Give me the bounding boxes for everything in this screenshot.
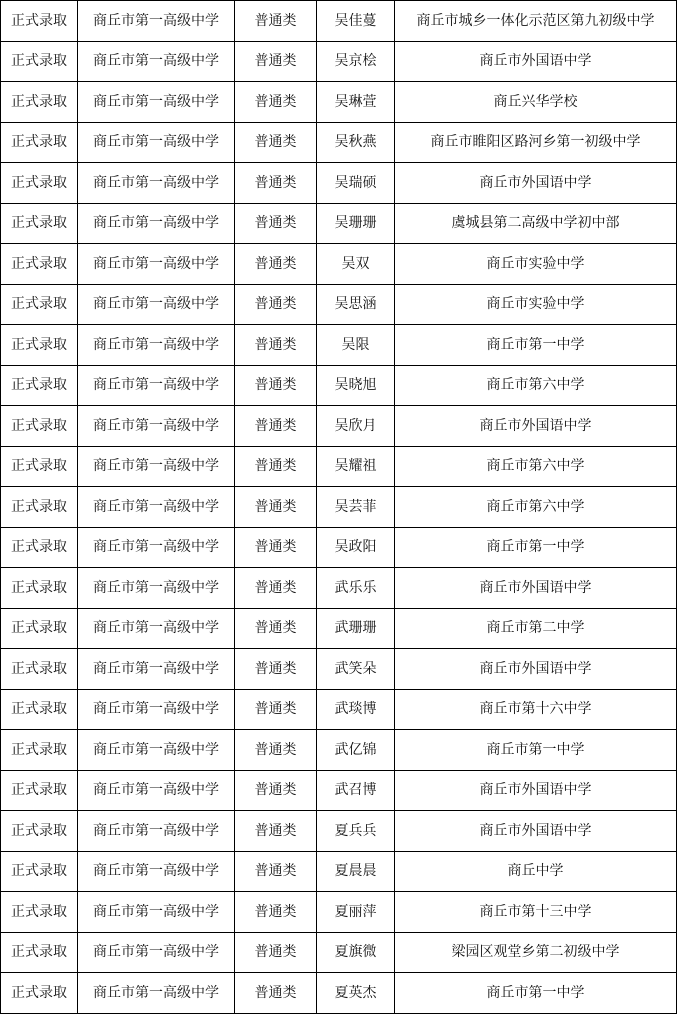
admitting-school-cell: 商丘市第一高级中学 (78, 932, 235, 973)
student-name-cell: 夏旗微 (317, 932, 395, 973)
student-name-cell: 武召博 (317, 770, 395, 811)
admitting-school-cell: 商丘市第一高级中学 (78, 163, 235, 204)
table-row (1, 163, 677, 204)
status-cell: 正式录取 (1, 811, 78, 852)
category-cell: 普通类 (235, 689, 317, 730)
origin-school-cell: 商丘市实验中学 (395, 284, 677, 325)
category-cell: 普通类 (235, 770, 317, 811)
status-cell: 正式录取 (1, 973, 78, 1014)
table-row (1, 325, 677, 366)
student-name-cell: 吴双 (317, 244, 395, 285)
student-name-cell: 吴佳蔓 (317, 1, 395, 42)
origin-school-cell: 商丘市第六中学 (395, 446, 677, 487)
status-cell: 正式录取 (1, 487, 78, 528)
status-cell: 正式录取 (1, 568, 78, 609)
status-cell: 正式录取 (1, 163, 78, 204)
table-row (1, 851, 677, 892)
status-cell: 正式录取 (1, 851, 78, 892)
category-cell: 普通类 (235, 608, 317, 649)
admitting-school-cell: 商丘市第一高级中学 (78, 325, 235, 366)
status-cell: 正式录取 (1, 203, 78, 244)
category-cell: 普通类 (235, 406, 317, 447)
admitting-school-cell: 商丘市第一高级中学 (78, 689, 235, 730)
origin-school-cell: 商丘市第一中学 (395, 325, 677, 366)
category-cell: 普通类 (235, 244, 317, 285)
student-name-cell: 武亿锦 (317, 730, 395, 771)
status-cell: 正式录取 (1, 730, 78, 771)
admitting-school-cell: 商丘市第一高级中学 (78, 365, 235, 406)
table-row (1, 446, 677, 487)
admitting-school-cell: 商丘市第一高级中学 (78, 406, 235, 447)
category-cell: 普通类 (235, 446, 317, 487)
admitting-school-cell: 商丘市第一高级中学 (78, 608, 235, 649)
student-name-cell: 吴珊珊 (317, 203, 395, 244)
status-cell: 正式录取 (1, 770, 78, 811)
admitting-school-cell: 商丘市第一高级中学 (78, 284, 235, 325)
category-cell: 普通类 (235, 730, 317, 771)
category-cell: 普通类 (235, 487, 317, 528)
status-cell: 正式录取 (1, 82, 78, 123)
student-name-cell: 吴欣月 (317, 406, 395, 447)
status-cell: 正式录取 (1, 244, 78, 285)
origin-school-cell: 商丘市第十六中学 (395, 689, 677, 730)
student-name-cell: 夏兵兵 (317, 811, 395, 852)
origin-school-cell: 商丘市外国语中学 (395, 41, 677, 82)
category-cell: 普通类 (235, 82, 317, 123)
admitting-school-cell: 商丘市第一高级中学 (78, 770, 235, 811)
category-cell: 普通类 (235, 892, 317, 933)
origin-school-cell: 商丘市城乡一体化示范区第九初级中学 (395, 1, 677, 42)
admitting-school-cell: 商丘市第一高级中学 (78, 527, 235, 568)
table-row (1, 406, 677, 447)
student-name-cell: 吴琳萱 (317, 82, 395, 123)
status-cell: 正式录取 (1, 284, 78, 325)
admitting-school-cell: 商丘市第一高级中学 (78, 487, 235, 528)
origin-school-cell: 商丘市外国语中学 (395, 568, 677, 609)
student-name-cell: 武珊珊 (317, 608, 395, 649)
admitting-school-cell: 商丘市第一高级中学 (78, 203, 235, 244)
admitting-school-cell: 商丘市第一高级中学 (78, 730, 235, 771)
table-row (1, 527, 677, 568)
category-cell: 普通类 (235, 365, 317, 406)
origin-school-cell: 商丘市外国语中学 (395, 770, 677, 811)
admitting-school-cell: 商丘市第一高级中学 (78, 82, 235, 123)
table-row (1, 82, 677, 123)
table-row (1, 203, 677, 244)
status-cell: 正式录取 (1, 892, 78, 933)
origin-school-cell: 商丘市第六中学 (395, 365, 677, 406)
origin-school-cell: 商丘市实验中学 (395, 244, 677, 285)
table-row (1, 770, 677, 811)
admitting-school-cell: 商丘市第一高级中学 (78, 1, 235, 42)
category-cell: 普通类 (235, 568, 317, 609)
table-row (1, 487, 677, 528)
student-name-cell: 吴耀祖 (317, 446, 395, 487)
category-cell: 普通类 (235, 325, 317, 366)
student-name-cell: 夏英杰 (317, 973, 395, 1014)
admitting-school-cell: 商丘市第一高级中学 (78, 892, 235, 933)
table-row (1, 811, 677, 852)
admitting-school-cell: 商丘市第一高级中学 (78, 41, 235, 82)
status-cell: 正式录取 (1, 527, 78, 568)
student-name-cell: 吴瑞硕 (317, 163, 395, 204)
admission-table-body (1, 1, 677, 1014)
admitting-school-cell: 商丘市第一高级中学 (78, 446, 235, 487)
table-row (1, 284, 677, 325)
admitting-school-cell: 商丘市第一高级中学 (78, 122, 235, 163)
status-cell: 正式录取 (1, 325, 78, 366)
origin-school-cell: 虞城县第二高级中学初中部 (395, 203, 677, 244)
table-row (1, 973, 677, 1014)
category-cell: 普通类 (235, 203, 317, 244)
category-cell: 普通类 (235, 811, 317, 852)
origin-school-cell: 商丘市第一中学 (395, 527, 677, 568)
origin-school-cell: 商丘市第六中学 (395, 487, 677, 528)
category-cell: 普通类 (235, 163, 317, 204)
category-cell: 普通类 (235, 41, 317, 82)
student-name-cell: 吴芸菲 (317, 487, 395, 528)
student-name-cell: 武笑朵 (317, 649, 395, 690)
status-cell: 正式录取 (1, 365, 78, 406)
origin-school-cell: 商丘市第十三中学 (395, 892, 677, 933)
student-name-cell: 夏丽萍 (317, 892, 395, 933)
table-row (1, 730, 677, 771)
origin-school-cell: 商丘市第二中学 (395, 608, 677, 649)
status-cell: 正式录取 (1, 1, 78, 42)
student-name-cell: 吴限 (317, 325, 395, 366)
student-name-cell: 武乐乐 (317, 568, 395, 609)
student-name-cell: 吴晓旭 (317, 365, 395, 406)
admitting-school-cell: 商丘市第一高级中学 (78, 244, 235, 285)
origin-school-cell: 商丘市外国语中学 (395, 163, 677, 204)
status-cell: 正式录取 (1, 649, 78, 690)
origin-school-cell: 商丘市外国语中学 (395, 649, 677, 690)
status-cell: 正式录取 (1, 689, 78, 730)
student-name-cell: 武琰博 (317, 689, 395, 730)
table-row (1, 932, 677, 973)
student-name-cell: 吴秋燕 (317, 122, 395, 163)
admitting-school-cell: 商丘市第一高级中学 (78, 973, 235, 1014)
table-row (1, 122, 677, 163)
student-name-cell: 吴京桧 (317, 41, 395, 82)
table-row (1, 568, 677, 609)
status-cell: 正式录取 (1, 41, 78, 82)
origin-school-cell: 商丘市第一中学 (395, 730, 677, 771)
table-row (1, 608, 677, 649)
origin-school-cell: 商丘市第一中学 (395, 973, 677, 1014)
category-cell: 普通类 (235, 649, 317, 690)
category-cell: 普通类 (235, 851, 317, 892)
student-name-cell: 吴政阳 (317, 527, 395, 568)
table-row (1, 649, 677, 690)
status-cell: 正式录取 (1, 446, 78, 487)
table-row (1, 244, 677, 285)
table-row (1, 365, 677, 406)
origin-school-cell: 梁园区观堂乡第二初级中学 (395, 932, 677, 973)
origin-school-cell: 商丘市外国语中学 (395, 811, 677, 852)
status-cell: 正式录取 (1, 122, 78, 163)
origin-school-cell: 商丘中学 (395, 851, 677, 892)
student-name-cell: 夏晨晨 (317, 851, 395, 892)
category-cell: 普通类 (235, 973, 317, 1014)
status-cell: 正式录取 (1, 608, 78, 649)
admitting-school-cell: 商丘市第一高级中学 (78, 811, 235, 852)
table-row (1, 1, 677, 42)
student-name-cell: 吴思涵 (317, 284, 395, 325)
category-cell: 普通类 (235, 527, 317, 568)
table-row (1, 689, 677, 730)
origin-school-cell: 商丘兴华学校 (395, 82, 677, 123)
category-cell: 普通类 (235, 122, 317, 163)
category-cell: 普通类 (235, 932, 317, 973)
category-cell: 普通类 (235, 1, 317, 42)
origin-school-cell: 商丘市睢阳区路河乡第一初级中学 (395, 122, 677, 163)
table-row (1, 41, 677, 82)
admitting-school-cell: 商丘市第一高级中学 (78, 649, 235, 690)
admitting-school-cell: 商丘市第一高级中学 (78, 851, 235, 892)
status-cell: 正式录取 (1, 932, 78, 973)
table-row (1, 892, 677, 933)
origin-school-cell: 商丘市外国语中学 (395, 406, 677, 447)
status-cell: 正式录取 (1, 406, 78, 447)
category-cell: 普通类 (235, 284, 317, 325)
admitting-school-cell: 商丘市第一高级中学 (78, 568, 235, 609)
